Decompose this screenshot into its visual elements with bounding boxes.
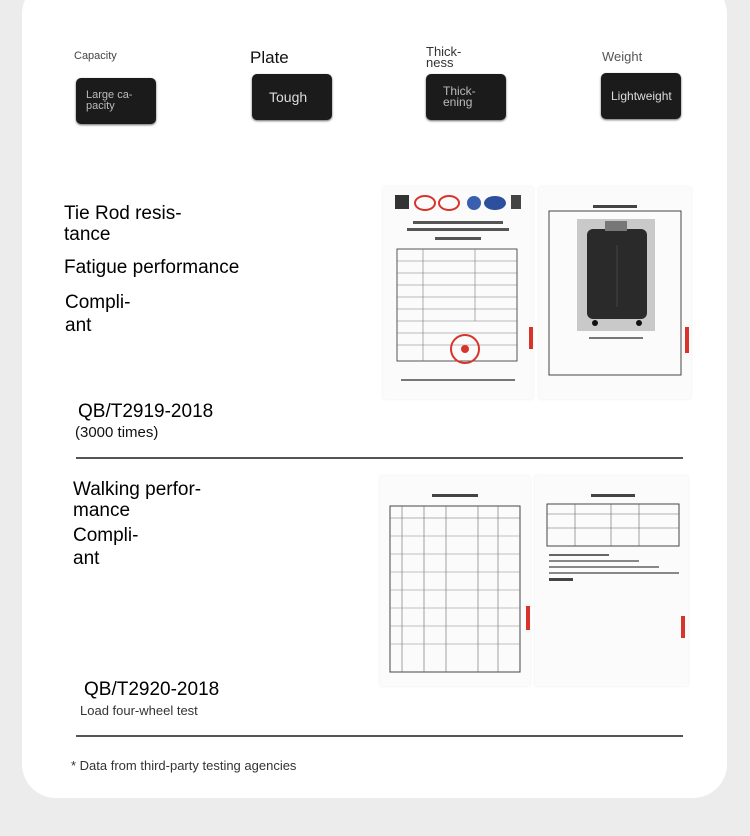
standard-qbt2920-note: Load four-wheel test [80,703,198,718]
feature-chip-thickness: Thick- ening [426,74,506,120]
feature-label-thickness: Thick- ness [426,44,462,70]
feature-chip-capacity: Large ca- pacity [76,78,156,124]
feature-label-weight: Weight [602,49,643,64]
walking-performance-text: Walking perfor- mance [73,479,202,521]
test-report-document-4 [535,476,688,686]
footnote: * Data from third-party testing agencies [71,758,297,773]
test-report-document-2 [539,187,691,399]
feature-chip-plate: Tough [252,74,332,120]
standard-qbt2919: QB/T2919-2018 [78,401,214,422]
test-report-document-1 [383,187,533,399]
standard-qbt2920: QB/T2920-2018 [84,679,220,700]
test-report-document-3 [380,476,530,686]
compliant-text-2: Compli- ant [73,525,139,569]
tie-rod-resistance-text: Tie Rod resis- tance [64,203,182,245]
feature-label-capacity: Capacity [74,50,117,62]
feature-label-plate: Plate [250,48,289,67]
fatigue-performance-text: Fatigue performance [64,257,240,278]
divider-1 [76,457,683,459]
feature-chip-weight: Lightweight [601,73,681,119]
standard-qbt2919-note: (3000 times) [75,424,159,441]
compliant-text-1: Compli- ant [65,292,131,336]
divider-2 [76,735,683,737]
